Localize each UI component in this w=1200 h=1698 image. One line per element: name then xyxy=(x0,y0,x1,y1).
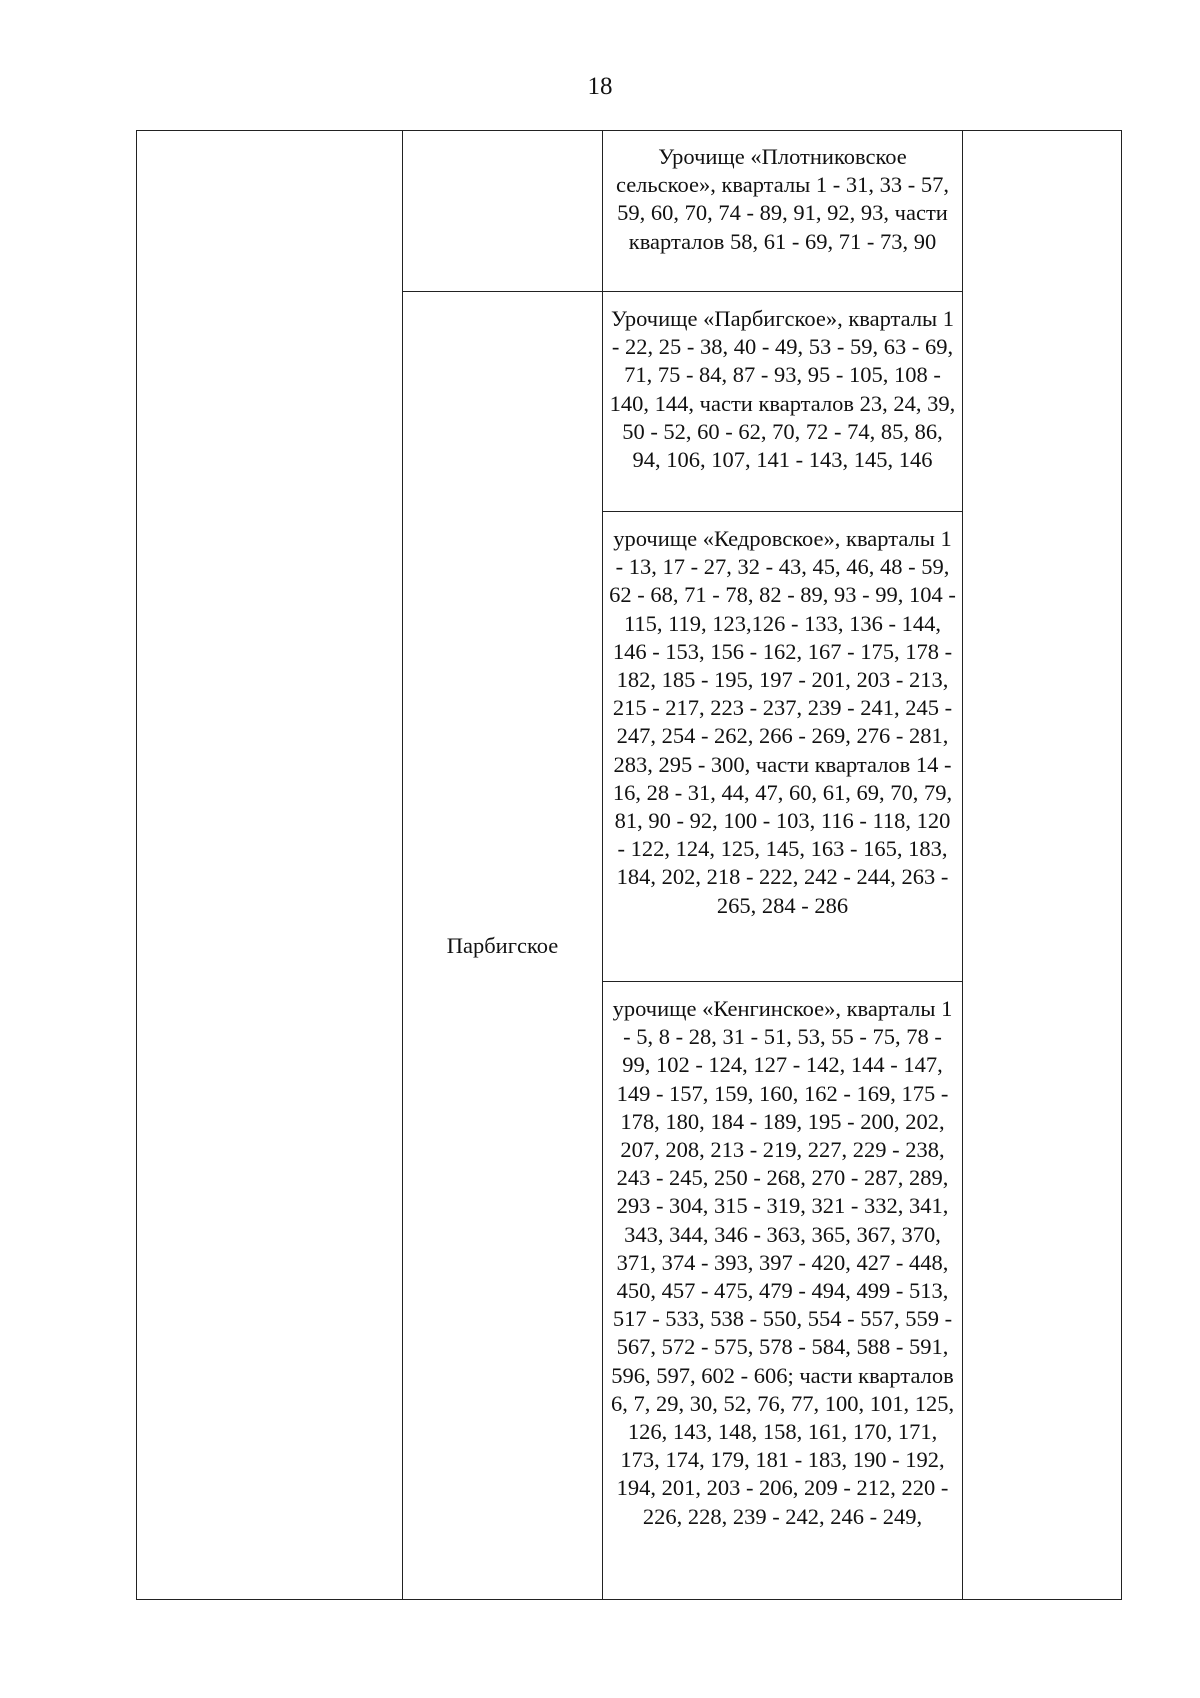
table-cell-district xyxy=(403,292,603,1600)
table-cell-tract xyxy=(603,131,963,292)
table-cell-col4 xyxy=(963,131,1122,1600)
table-cell-col2-empty xyxy=(403,131,603,292)
table-cell-col1 xyxy=(137,131,403,1600)
table-cell-tract xyxy=(603,512,963,982)
tract-description: Урочище «Парбигское», кварталы 1 - 22, 25 - 38, 40 - 49, 53 - 59, 63 - 69, 71, 75 - 84, 87 - 93, 95 - 105, 108 - 140, 144, части кварталов 23, 24, 39, 50 - 52, 60 - 62, 70, 72 - 74, 85, 86, 94, 106, 107, 141 - 143, 145, 146 xyxy=(609,306,956,473)
forestry-table xyxy=(136,130,1122,1600)
tract-description: урочище «Кенгинское», кварталы 1 - 5, 8 - 28, 31 - 51, 53, 55 - 75, 78 - 99, 102 - 124, 127 - 142, 144 - 147, 149 - 157, 159, 160, 162 - 169, 175 - 178, 180, 184 - 189, 195 - 200, 202, 207, 208, 213 - 219, 227, 229 - 238, 243 - 245, 250 - 268, 270 - 287, 289, 293 - 304, 315 - 319, 321 - 332, 341, 343, 344, 346 - 363, 365, 367, 370, 371, 374 - 393, 397 - 420, 427 - 448, 450, 457 - 475, 479 - 494, 499 - 513, 517 - 533, 538 - 550, 554 - 557, 559 - 567, 572 - 575, 578 - 584, 588 - 591, 596, 597, 602 - 606; части кварталов 6, 7, 29, 30, 52, 76, 77, 100, 101, 125, 126, 143, 148, 158, 161, 170, 171, 173, 174, 179, 181 - 183, 190 - 192, 194, 201, 203 - 206, 209 - 212, 220 - 226, 228, 239 - 242, 246 - 249, xyxy=(610,996,955,1529)
tract-description: Урочище «Плотниковское сельское», кварталы 1 - 31, 33 - 57, 59, 60, 70, 74 - 89, 91, 92, 93, части кварталов 58, 61 - 69, 71 - 73, 90 xyxy=(615,144,950,254)
page-number: 18 xyxy=(587,73,613,100)
table-cell-tract xyxy=(603,982,963,1600)
table-row xyxy=(137,131,1122,292)
district-name: Парбигское xyxy=(446,932,559,958)
tract-description: урочище «Кедровское», кварталы 1 - 13, 17 - 27, 32 - 43, 45, 46, 48 - 59, 62 - 68, 71 - 78, 82 - 89, 93 - 99, 104 - 115, 119, 123,126 - 133, 136 - 144, 146 - 153, 156 - 162, 167 - 175, 178 - 182, 185 - 195, 197 - 201, 203 - 213, 215 - 217, 223 - 237, 239 - 241, 245 - 247, 254 - 262, 266 - 269, 276 - 281, 283, 295 - 300, части кварталов 14 - 16, 28 - 31, 44, 47, 60, 61, 69, 70, 79, 81, 90 - 92, 100 - 103, 116 - 118, 120 - 122, 124, 125, 145, 163 - 165, 183, 184, 202, 218 - 222, 242 - 244, 263 - 265, 284 - 286 xyxy=(609,526,956,918)
table-cell-tract xyxy=(603,292,963,512)
